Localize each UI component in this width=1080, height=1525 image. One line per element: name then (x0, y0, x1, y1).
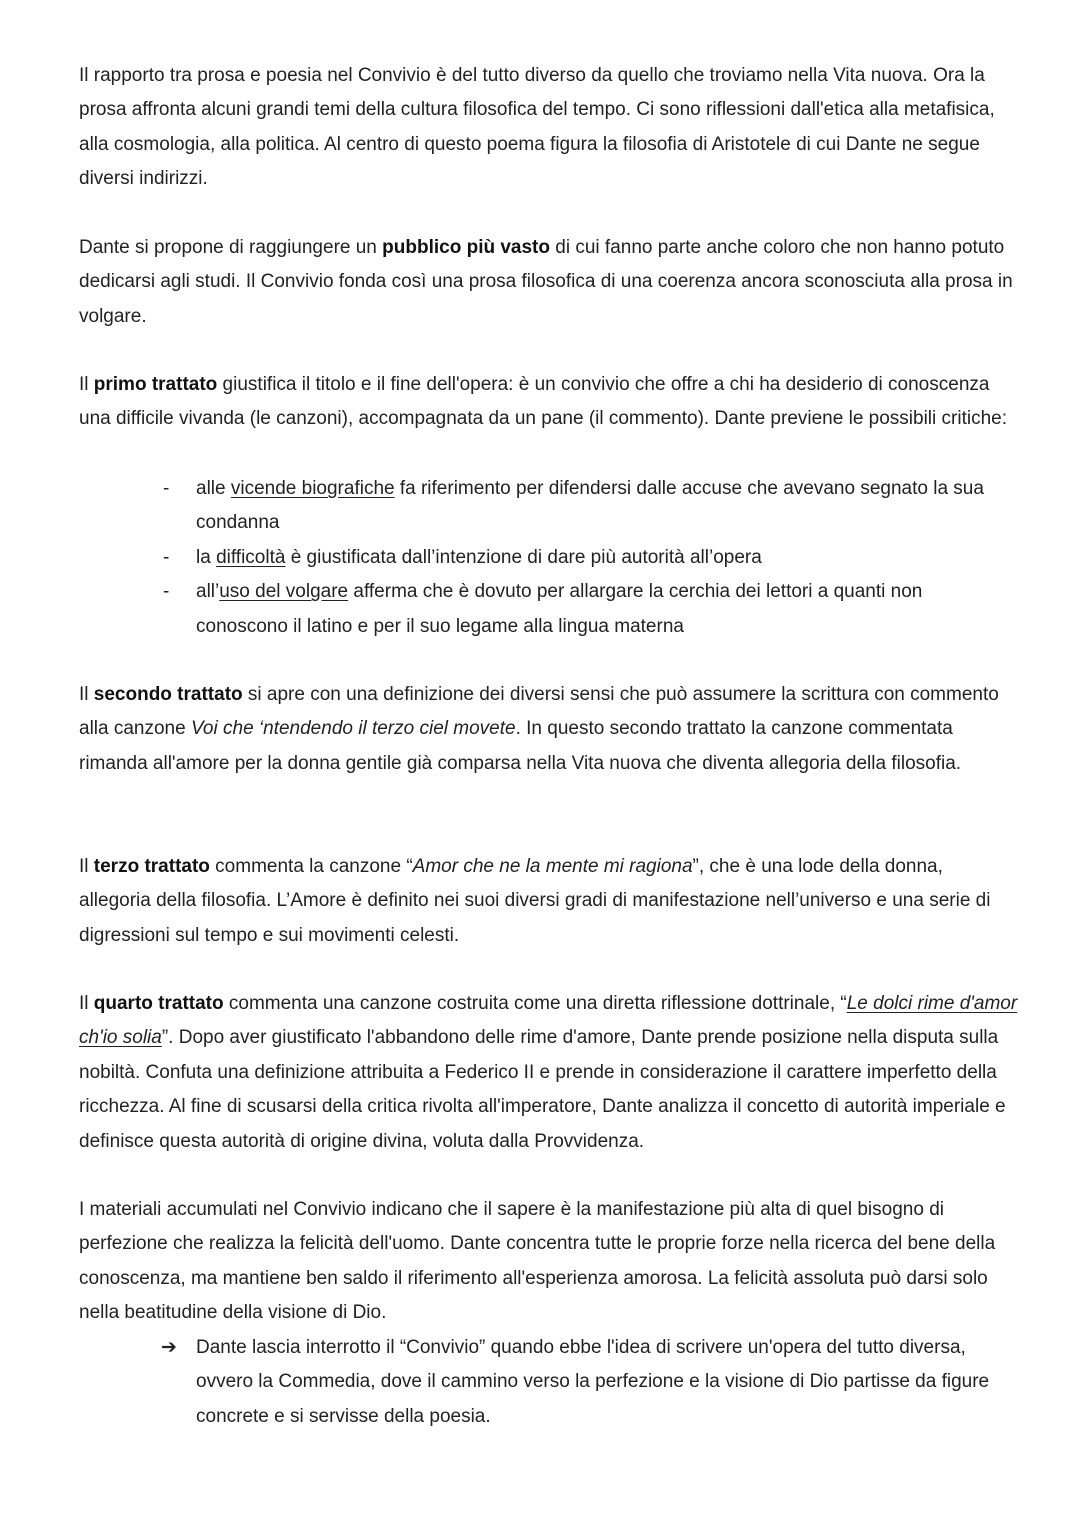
text-run: di cui fanno parte anche coloro che non hanno potuto dedicarsi agli studi. Il Convivio fonda così una prosa filosofica di una coerenza ancora sconosciuta alla prosa in volgare. (79, 237, 1013, 327)
dash-marker: - (163, 546, 170, 568)
text-run: fa riferimento per difendersi dalle accuse che avevano segnato la sua condanna (196, 478, 984, 534)
list-item (79, 541, 1019, 575)
text-run: Dante lascia interrotto il “Convivio” quando ebbe l'idea di scrivere un'opera del tutto diversa, ovvero la Commedia, dove il cammino verso la perfezione e la visione di Dio partisse da figure concrete e si servisse della poesia. (196, 1337, 990, 1427)
underlined-phrase: vicende biografiche (230, 478, 395, 499)
underlined-phrase: uso del volgare (219, 581, 349, 603)
paragraph-quarto-trattato (79, 987, 1019, 1159)
text-run: commenta la canzone “ (209, 856, 413, 877)
text-run: commenta una canzone costruita come una diretta riflessione dottrinale, “ (223, 993, 847, 1014)
list-item (79, 575, 1019, 644)
text-run: ”. Dopo aver giustificato l'abbandono delle rime d'amore, Dante prende posizione nella disputa sulla nobiltà. Confuta una definizione attribuita a Federico II e prende in considerazione il carattere imperfetto della ricchezza. Al fine di scusarsi della critica rivolta all'imperatore, Dante analizza il concetto di autorità imperiale e definisce questa autorità di origine divina, voluta dalla Provvidenza. (79, 1027, 1006, 1152)
bold-phrase: quarto trattato (93, 993, 224, 1014)
text-run: . In questo secondo trattato la canzone commentata rimanda all'amore per la donna gentile già comparsa nella Vita nuova che diventa allegoria della filosofia. (79, 718, 962, 774)
bold-phrase: pubblico più vasto (382, 237, 550, 258)
italic-title: Voi che ‘ntendendo il terzo ciel movete (190, 718, 516, 740)
text-run: Il (79, 684, 94, 705)
arrow-list (79, 1331, 1019, 1434)
text-run: è giustificata dall’intenzione di dare più autorità all’opera (285, 546, 762, 568)
text-run: afferma che è dovuto per allargare la cerchia dei lettori a quanti non conoscono il latino e per il suo legame alla lingua materna (196, 581, 923, 637)
bold-phrase: secondo trattato (93, 684, 243, 705)
paragraph-pubblico (79, 231, 1019, 334)
underlined-phrase: difficoltà (216, 546, 286, 568)
bold-phrase: primo trattato (93, 374, 218, 395)
paragraph-intro: Il rapporto tra prosa e poesia nel Convivio è del tutto diverso da quello che troviamo nella Vita nuova. Ora la prosa affronta alcuni grandi temi della cultura filosofica del tempo. Ci sono riflessioni dall'etica alla metafisica, alla cosmologia, alla politica. Al centro di questo poema figura la filosofia di Aristotele di cui Dante ne segue diversi indirizzi. (79, 65, 995, 190)
paragraph-terzo-trattato (79, 850, 1019, 953)
text-run: all’ (196, 581, 220, 603)
dash-marker: - (163, 478, 170, 499)
text-run: la (196, 546, 217, 568)
paragraph-primo-trattato (79, 368, 1019, 437)
bold-phrase: terzo trattato (93, 856, 210, 877)
text-run: Il (79, 374, 94, 395)
arrow-icon: ➔ (161, 1337, 177, 1358)
dash-marker: - (163, 581, 170, 603)
italic-underlined-title: Le dolci rime d'amor ch'io solia (79, 993, 1018, 1049)
italic-title: Amor che ne la mente mi ragiona (412, 856, 693, 877)
text-run: si apre con una definizione dei diversi sensi che può assumere la scrittura con commento alla canzone (79, 684, 999, 740)
list-item (79, 472, 1019, 541)
text-run: alle (196, 478, 231, 499)
paragraph-secondo-trattato (79, 678, 1019, 781)
text-run: ”, che è una lode della donna, allegoria della filosofia. L’Amore è definito nei suoi diversi gradi di manifestazione nell’universo e una serie di digressioni sul tempo e sui movimenti celesti. (79, 856, 991, 946)
text-run: Il (79, 856, 94, 877)
text-run: Il (79, 993, 94, 1014)
paragraph-conclusione: I materiali accumulati nel Convivio indicano che il sapere è la manifestazione più alta di quel bisogno di perfezione che realizza la felicità dell'uomo. Dante concentra tutte le proprie forze nella ricerca del bene della conoscenza, ma mantiene ben saldo il riferimento all'esperienza amorosa. La felicità assoluta può darsi solo nella beatitudine della visione di Dio. (79, 1199, 996, 1324)
list-item (79, 1331, 1019, 1434)
text-run: giustifica il titolo e il fine dell'opera: è un convivio che offre a chi ha desiderio di conoscenza una difficile vivanda (le canzoni), accompagnata da un pane (il commento). Dante previene le possibili critiche: (79, 374, 1007, 430)
text-run: Dante si propone di raggiungere un (79, 237, 383, 258)
critiche-list (79, 472, 1019, 644)
